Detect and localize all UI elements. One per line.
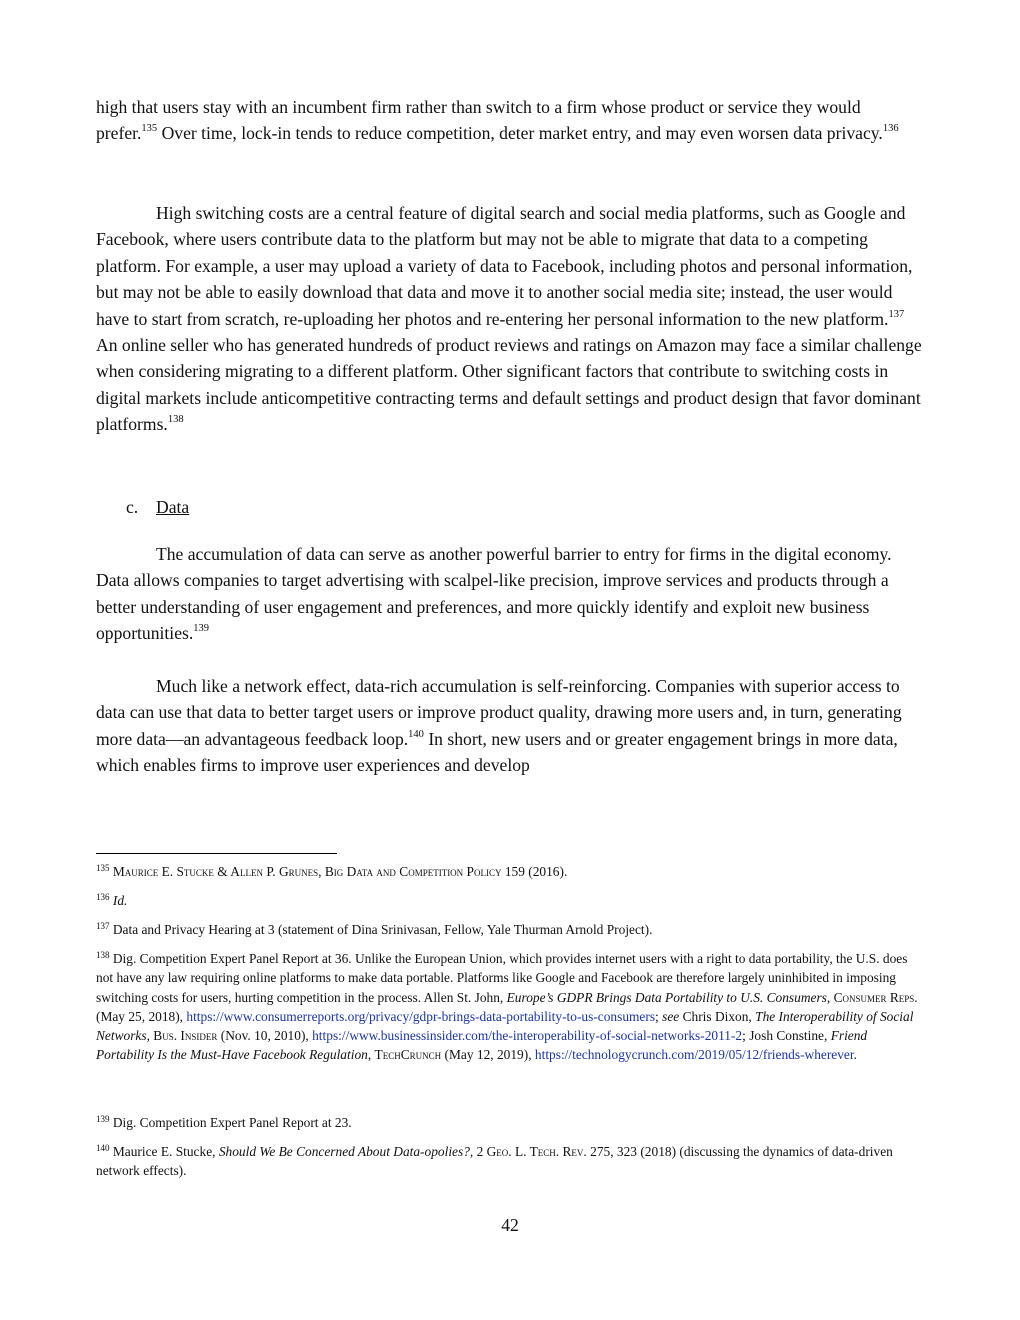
footnote-137: $^{137}$ Data and Privacy Hearing at 3 (statement of Dina Srinivasan, Fellow, Yale Thurman Arnold Project). — [96, 921, 653, 937]
page-number: 42 — [501, 1215, 519, 1235]
footnote-ref-137[interactable]: 137 — [888, 308, 905, 320]
footnote-separator — [96, 853, 337, 854]
footnote-ref-138[interactable]: 138 — [167, 414, 184, 426]
paragraph-lock-in: high that users stay with an incumbent firm rather than switch to a firm whose product or service they would prefer.$^{135}$ Over time, lock-in tends to reduce competition, deter market entry, and may even worsen data privacy.$^{136}$ — [96, 97, 899, 144]
business-insider-link[interactable]: https://www.businessinsider.com/the-interoperability-of-social-networks-2011-2 — [312, 1028, 743, 1044]
footnote-135: $^{135}$ Maurice E. Stucke & Allen P. Grunes, Big Data and Competition Policy 159 (2016). — [96, 863, 568, 879]
paragraph-self-reinforcing: Much like a network effect, data-rich accumulation is self-reinforcing. Companies with superior access to data can use that data to better target users or improve product quality, drawing more users and, in turn, generating more data—an advantageous feedback loop.$^{140}$ In short, new users and or greater engagement brings in more data, which enables firms to improve user experiences and develop — [96, 676, 902, 776]
footnote-139: $^{139}$ Dig. Competition Expert Panel Report at 23. — [96, 1114, 352, 1130]
footnote-140: $^{140}$ Maurice E. Stucke, Should We Be Concerned About Data-opolies?, 2 Geo. L. Tech. Rev. 275, 323 (2018) (discussing the dynamics of data-driven network effects). — [96, 1143, 893, 1179]
footnote-ref-139[interactable]: 139 — [193, 623, 209, 635]
footnote-ref-135[interactable]: 135 — [141, 123, 158, 135]
techcrunch-link[interactable]: https://technologycrunch.com/2019/05/12/friends-wherever — [534, 1047, 854, 1063]
consumer-reports-link[interactable]: https://www.consumerreports.org/privacy/gdpr-brings-data-portability-to-us-consumers — [186, 1008, 656, 1024]
section-label: c. — [126, 497, 139, 517]
section-title: Data — [156, 497, 190, 517]
paragraph-switching-costs: High switching costs are a central feature of digital search and social media platforms, such as Google and Facebook, where users contribute data to the platform but may not be able to migrate that data to a competing platform. For example, a user may upload a variety of data to Facebook, including photos and personal information, but may not be able to easily download that data and move it to another social media site; instead, the user would have to start from scratch, re-uploading her photos and re-entering her personal information to the new platform.$^{137}$ An online seller who has generated hundreds of product reviews and ratings on Amazon may face a similar challenge when considering migrating to a different platform. Other significant factors that contribute to switching costs in digital markets include anticompetitive contracting terms and default settings and product design that favor dominant platforms.$^{138}$ — [96, 203, 922, 435]
footnote-138: $^{138}$ Dig. Competition Expert Panel Report at 36. Unlike the European Union, which provides internet users with a right to data portability, the U.S. does not have any law requiring online platforms to make data portable. Platforms like Google and Facebook are therefore largely uninhibited in imposing switching costs for users, hurting competition in the process. Allen St. John, Europe’s GDPR Brings Data Portability to U.S. Consumers, Consumer Reps. (May 25, 2018), https://www.consumerreports.org/privacy/gdpr-brings-data-portability-to-us-consumers; see Chris Dixon, The Interoperability of Social Networks, Bus. Insider (Nov. 10, 2010), https://www.businessinsider.com/the-interoperability-of-social-networks-2011-2; Josh Constine, Friend Portability Is the Must-Have Facebook Regulation, TechCrunch (May 12, 2019), https://technologycrunch.com/2019/05/12/friends-wherever. — [96, 950, 918, 1063]
paragraph-data-accumulation: The accumulation of data can serve as another powerful barrier to entry for firms in the digital economy. Data allows companies to target advertising with scalpel-like precision, improve services and products through a better understanding of user engagement and preferences, and more quickly identify and exploit new business opportunities.$^{139}$ — [96, 544, 892, 644]
footnote-ref-140[interactable]: 140 — [408, 728, 424, 740]
footnote-136: $^{136}$ Id. — [96, 892, 128, 908]
footnote-ref-136[interactable]: 136 — [882, 123, 899, 135]
section-heading — [126, 494, 189, 520]
